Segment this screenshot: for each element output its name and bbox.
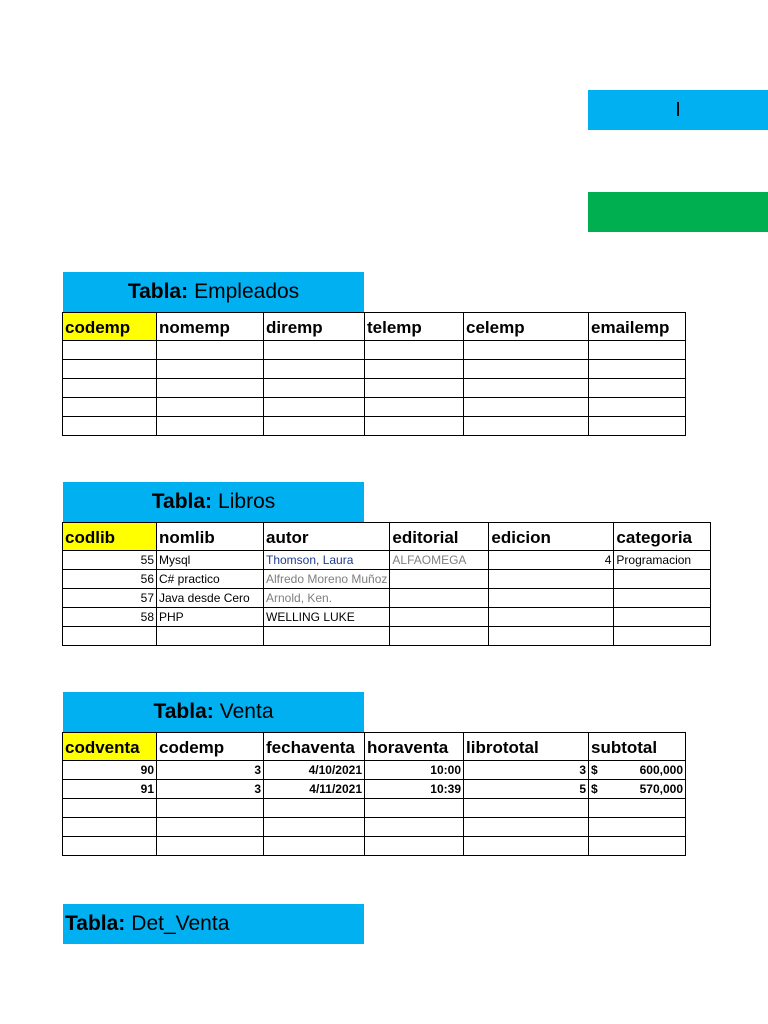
currency-symbol: $ (591, 782, 598, 796)
title-prefix: Tabla: (65, 912, 126, 935)
cell[interactable] (264, 799, 365, 818)
cell-subtotal[interactable] (589, 780, 686, 799)
cell-categoria[interactable] (614, 608, 711, 627)
table-title-libros (63, 482, 364, 522)
cell-editorial[interactable]: ALFAOMEGA (390, 551, 489, 570)
text-cursor: I (675, 98, 681, 121)
cell-autor-text: Alfredo Moreno Muñoz (266, 572, 388, 586)
cell[interactable] (63, 379, 157, 398)
cell-categoria[interactable] (614, 570, 711, 589)
cell[interactable] (464, 379, 589, 398)
cell-codemp[interactable]: 3 (157, 780, 264, 799)
table-row (63, 551, 711, 570)
cell[interactable] (589, 818, 686, 837)
table-row (63, 799, 686, 818)
cell-librototal[interactable]: 3 (464, 761, 589, 780)
cell[interactable] (63, 818, 157, 837)
header-cell-emailemp[interactable]: emailemp (589, 313, 686, 341)
table-title-empleados (63, 272, 364, 312)
cell[interactable] (464, 398, 589, 417)
cell-categoria[interactable]: Programacion (614, 551, 711, 570)
cell[interactable] (63, 417, 157, 436)
cell[interactable] (365, 398, 464, 417)
cell[interactable] (464, 417, 589, 436)
cell[interactable] (157, 417, 264, 436)
title-name: Libros (218, 490, 276, 513)
cell[interactable] (264, 837, 365, 856)
title-prefix: Tabla: (127, 280, 189, 303)
cell[interactable] (464, 799, 589, 818)
cell-categoria[interactable] (614, 589, 711, 608)
header-row (63, 523, 711, 551)
cell-nomlib[interactable]: C# practico (157, 570, 264, 589)
cell-edicion[interactable]: 4 (489, 551, 614, 570)
header-cell-subtotal[interactable]: subtotal (589, 733, 686, 761)
header-cell-nomemp[interactable]: nomemp (157, 313, 264, 341)
header-cell-codemp[interactable]: codemp (157, 733, 264, 761)
header-cell-nomlib[interactable]: nomlib (157, 523, 264, 551)
cell[interactable] (464, 360, 589, 379)
cell[interactable] (157, 818, 264, 837)
venta-table (62, 732, 686, 856)
cell[interactable] (365, 379, 464, 398)
cell-edicion[interactable] (489, 608, 614, 627)
cell[interactable] (464, 837, 589, 856)
cell[interactable] (589, 837, 686, 856)
cell[interactable] (63, 627, 157, 646)
header-cell-fechaventa[interactable]: fechaventa (264, 733, 365, 761)
cell[interactable] (157, 799, 264, 818)
cell-codemp[interactable]: 3 (157, 761, 264, 780)
title-name: Det_Venta (131, 912, 230, 935)
cell-nomlib[interactable]: Mysql (157, 551, 264, 570)
table-row (63, 837, 686, 856)
cell-codlib[interactable]: 55 (63, 551, 157, 570)
cell[interactable] (365, 341, 464, 360)
cell[interactable] (264, 627, 390, 646)
cell[interactable] (365, 818, 464, 837)
cell-codlib[interactable]: 58 (63, 608, 157, 627)
table-row (63, 379, 686, 398)
header-cell-librototal[interactable]: librototal (464, 733, 589, 761)
cell[interactable] (157, 360, 264, 379)
cell-autor[interactable]: Thomson, Laura (264, 551, 390, 570)
header-row (63, 733, 686, 761)
cell[interactable] (589, 799, 686, 818)
header-cell-autor[interactable]: autor (264, 523, 390, 551)
cell[interactable] (489, 627, 614, 646)
cell-codlib[interactable]: 56 (63, 570, 157, 589)
cell-editorial[interactable] (390, 608, 489, 627)
cell-nomlib[interactable]: PHP (157, 608, 264, 627)
cell[interactable] (63, 360, 157, 379)
cell[interactable] (589, 398, 686, 417)
header-cell-categoria[interactable]: categoria (614, 523, 711, 551)
cell[interactable] (390, 627, 489, 646)
cell[interactable] (264, 341, 365, 360)
cell[interactable] (63, 799, 157, 818)
table-row (63, 761, 686, 780)
table-row (63, 417, 686, 436)
cell[interactable] (464, 341, 589, 360)
title-prefix: Tabla: (153, 700, 214, 723)
title-name: Empleados (194, 280, 300, 303)
cell[interactable] (264, 360, 365, 379)
cell[interactable] (614, 627, 711, 646)
header-cell-editorial[interactable]: editorial (390, 523, 489, 551)
cell[interactable] (365, 417, 464, 436)
cell[interactable] (157, 837, 264, 856)
cell[interactable] (589, 360, 686, 379)
cell-codlib[interactable]: 57 (63, 589, 157, 608)
table-row (63, 627, 711, 646)
highlighted-cell-blue[interactable] (588, 90, 768, 130)
cell[interactable] (589, 341, 686, 360)
cell-codventa[interactable]: 91 (63, 780, 157, 799)
libros-table (62, 522, 711, 646)
cell-fechaventa[interactable]: 4/11/2021 (264, 780, 365, 799)
cell[interactable] (157, 379, 264, 398)
cell-editorial[interactable] (390, 570, 489, 589)
cell-fechaventa[interactable]: 4/10/2021 (264, 761, 365, 780)
cell[interactable] (365, 360, 464, 379)
table-row (63, 589, 711, 608)
header-cell-telemp[interactable]: telemp (365, 313, 464, 341)
cell-autor[interactable] (264, 570, 390, 589)
table-row (63, 341, 686, 360)
cell-edicion[interactable] (489, 589, 614, 608)
cell-subtotal[interactable] (589, 761, 686, 780)
cell-horaventa[interactable]: 10:00 (365, 761, 464, 780)
cell[interactable] (157, 398, 264, 417)
header-cell-codventa[interactable]: codventa (63, 733, 157, 761)
header-cell-diremp[interactable]: diremp (264, 313, 365, 341)
title-name: Venta (219, 700, 274, 723)
table-title-venta (63, 692, 364, 732)
table-row (63, 570, 711, 589)
cell-autor[interactable]: WELLING LUKE (264, 608, 390, 627)
table-row (63, 608, 711, 627)
cell[interactable] (157, 627, 264, 646)
header-cell-horaventa[interactable]: horaventa (365, 733, 464, 761)
subtotal-value: 570,000 (639, 782, 683, 796)
cell-horaventa[interactable]: 10:39 (365, 780, 464, 799)
cell[interactable] (264, 398, 365, 417)
header-cell-celemp[interactable]: celemp (464, 313, 589, 341)
cell[interactable] (264, 417, 365, 436)
header-cell-edicion[interactable]: edicion (489, 523, 614, 551)
cell[interactable] (157, 341, 264, 360)
table-row (63, 780, 686, 799)
cell[interactable] (63, 341, 157, 360)
table-row (63, 818, 686, 837)
cell[interactable] (264, 379, 365, 398)
currency-symbol: $ (591, 763, 598, 777)
header-row (63, 313, 686, 341)
table-row (63, 360, 686, 379)
empleados-table (62, 312, 686, 436)
subtotal-value: 600,000 (639, 763, 683, 777)
cell-edicion[interactable] (489, 570, 614, 589)
cell[interactable] (63, 837, 157, 856)
header-cell-codemp[interactable]: codemp (63, 313, 157, 341)
table-row (63, 398, 686, 417)
cell-nomlib[interactable]: Java desde Cero (157, 589, 264, 608)
cell-codventa[interactable]: 90 (63, 761, 157, 780)
cell-editorial[interactable] (390, 589, 489, 608)
highlighted-cell-green[interactable] (588, 192, 768, 232)
cell[interactable] (264, 818, 365, 837)
cell-autor[interactable]: Arnold, Ken. (264, 589, 390, 608)
table-title-det-venta (63, 904, 364, 944)
header-cell-codlib[interactable]: codlib (63, 523, 157, 551)
cell[interactable] (365, 799, 464, 818)
title-prefix: Tabla: (151, 490, 213, 513)
cell[interactable] (464, 818, 589, 837)
cell[interactable] (365, 837, 464, 856)
cell-librototal[interactable]: 5 (464, 780, 589, 799)
cell[interactable] (589, 379, 686, 398)
cell[interactable] (63, 398, 157, 417)
cell[interactable] (589, 417, 686, 436)
